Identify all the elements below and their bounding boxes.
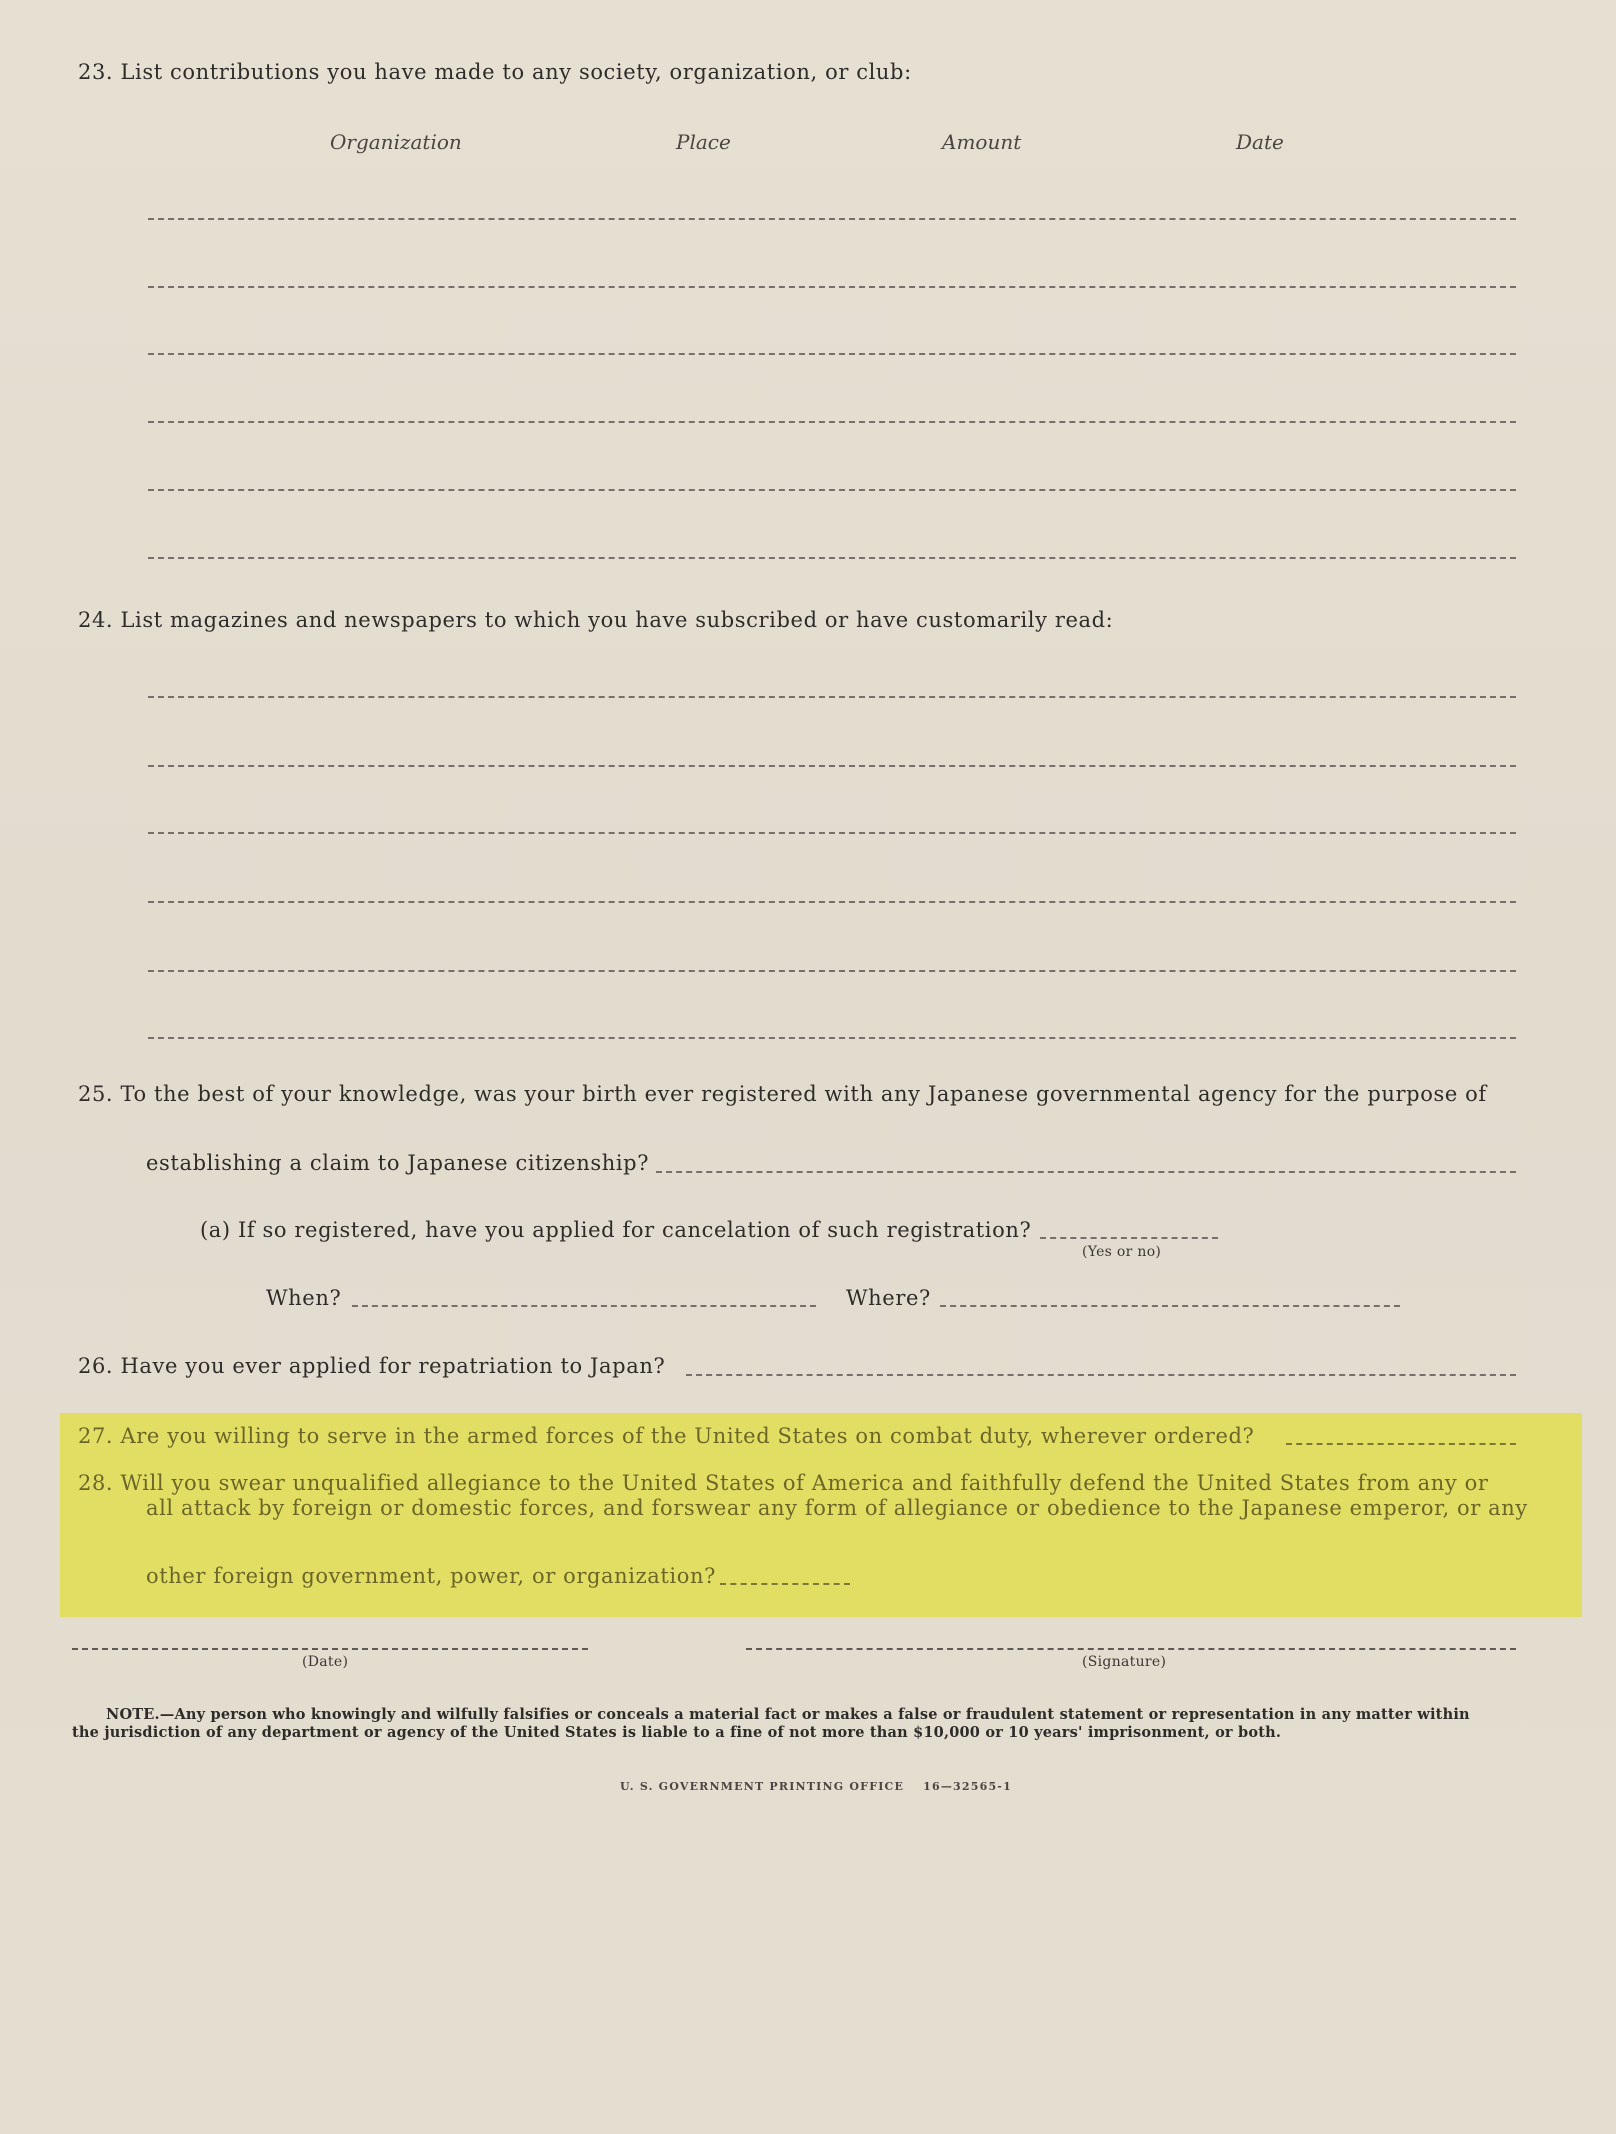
question-text: Have you ever applied for repatriation to Japan? xyxy=(120,1354,666,1378)
legal-note-line-2: the jurisdiction of any department or agency of the United States is liable to a fine of not more than $10,000 or 10 years' imprisonment, or both. xyxy=(72,1724,1282,1741)
question-number: 26. xyxy=(78,1354,114,1378)
where-answer-field[interactable] xyxy=(940,1305,1400,1307)
question-25-continued: establishing a claim to Japanese citizenship? xyxy=(146,1151,650,1175)
q25a-answer-field[interactable] xyxy=(1040,1237,1218,1239)
question-25a: (a) If so registered, have you applied for cancelation of such registration? xyxy=(200,1218,1032,1242)
question-27 xyxy=(78,1424,1254,1448)
question-28-line-2: all attack by foreign or domestic forces, and forswear any form of allegiance or obedience to the Japanese emperor, or any xyxy=(146,1496,1528,1520)
question-26 xyxy=(78,1354,665,1378)
q24-answer-line-3[interactable] xyxy=(148,832,1516,834)
signature-label: (Signature) xyxy=(1082,1654,1167,1670)
column-header-place: Place xyxy=(676,130,731,154)
q24-answer-line-5[interactable] xyxy=(148,970,1516,972)
column-header-amount: Amount xyxy=(942,130,1022,154)
question-number: 28. xyxy=(78,1471,114,1495)
signature-line[interactable] xyxy=(746,1648,1516,1650)
question-text: List contributions you have made to any society, organization, or club: xyxy=(120,60,912,84)
q28-answer-field[interactable] xyxy=(720,1583,850,1585)
q26-answer-field[interactable] xyxy=(686,1374,1516,1376)
question-24 xyxy=(78,608,1113,632)
printing-office: U. S. GOVERNMENT PRINTING OFFICE xyxy=(620,1780,905,1793)
q25-answer-field[interactable] xyxy=(656,1171,1516,1173)
legal-note-line-1: NOTE.—Any person who knowingly and wilfully falsifies or conceals a material fact or makes a false or fraudulent statement or representation in any matter within xyxy=(106,1706,1470,1723)
when-label: When? xyxy=(266,1286,342,1310)
q24-answer-line-1[interactable] xyxy=(148,696,1516,698)
question-text: Are you willing to serve in the armed forces of the United States on combat duty, wherever ordered? xyxy=(120,1424,1255,1448)
q23-answer-line-2[interactable] xyxy=(148,286,1516,288)
when-answer-field[interactable] xyxy=(352,1305,816,1307)
question-number: 25. xyxy=(78,1082,114,1106)
q24-answer-line-4[interactable] xyxy=(148,901,1516,903)
question-text: To the best of your knowledge, was your birth ever registered with any Japanese governmental agency for the purpose of xyxy=(120,1082,1487,1106)
question-number: 27. xyxy=(78,1424,114,1448)
printing-office-imprint xyxy=(620,1780,1012,1793)
where-label: Where? xyxy=(846,1286,931,1310)
q27-answer-field[interactable] xyxy=(1286,1443,1516,1445)
date-label: (Date) xyxy=(302,1654,349,1670)
yes-or-no-hint: (Yes or no) xyxy=(1082,1244,1162,1260)
column-header-organization: Organization xyxy=(330,130,462,154)
date-signature-line[interactable] xyxy=(72,1648,588,1650)
question-number: 23. xyxy=(78,60,114,84)
q24-answer-line-6[interactable] xyxy=(148,1037,1516,1039)
q24-answer-line-2[interactable] xyxy=(148,765,1516,767)
question-23 xyxy=(78,60,912,84)
q23-answer-line-5[interactable] xyxy=(148,489,1516,491)
q23-answer-line-4[interactable] xyxy=(148,421,1516,423)
q23-answer-line-1[interactable] xyxy=(148,218,1516,220)
question-28-line-3: other foreign government, power, or organization? xyxy=(146,1564,716,1588)
q23-answer-line-3[interactable] xyxy=(148,353,1516,355)
question-text: List magazines and newspapers to which you have subscribed or have customarily read: xyxy=(120,608,1114,632)
question-25 xyxy=(78,1082,1487,1106)
question-text: Will you swear unqualified allegiance to the United States of America and faithfully defend the United States from any or xyxy=(120,1471,1489,1495)
form-code: 16—32565-1 xyxy=(923,1780,1012,1793)
column-header-date: Date xyxy=(1236,130,1284,154)
question-number: 24. xyxy=(78,608,114,632)
question-28 xyxy=(78,1471,1489,1495)
q23-answer-line-6[interactable] xyxy=(148,557,1516,559)
